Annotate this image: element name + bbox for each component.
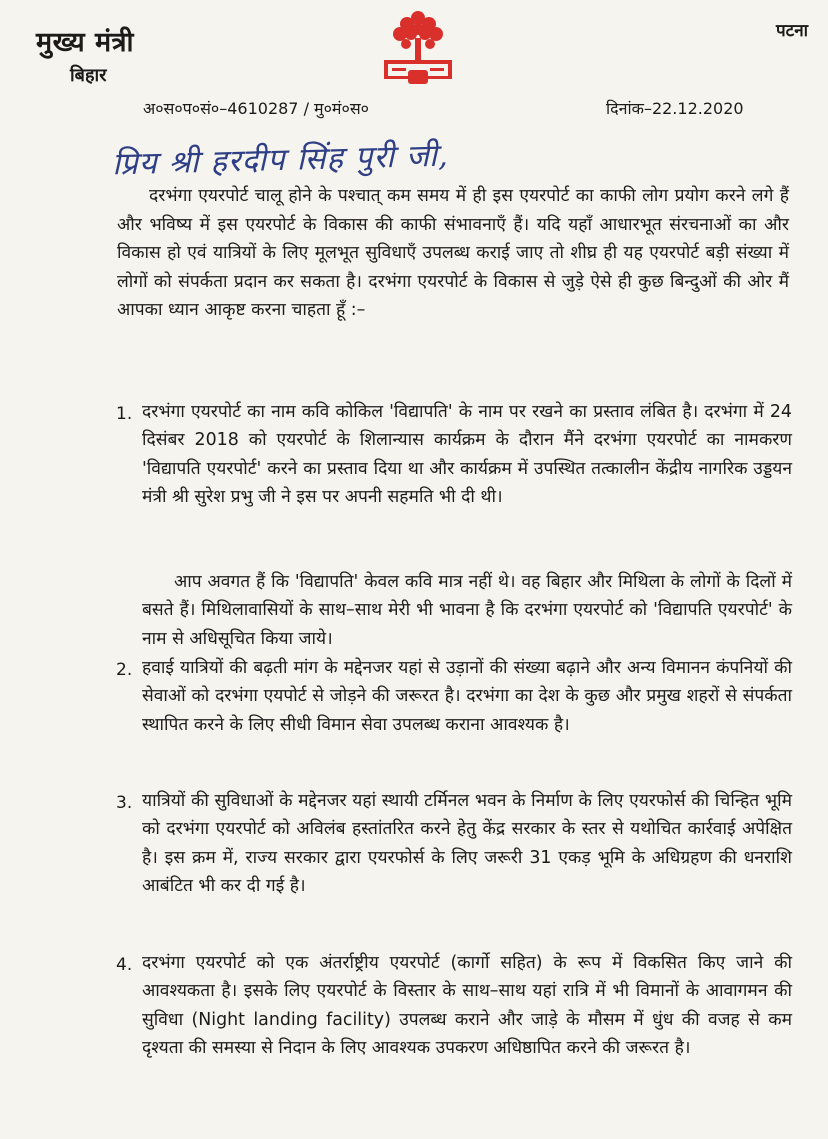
letterhead-city: पटना	[776, 21, 809, 41]
item-number: 1.	[116, 404, 133, 424]
item-number: 2.	[116, 660, 133, 680]
item-text: दरभंगा एयरपोर्ट को एक अंतर्राष्ट्रीय एयरपोर्ट (कार्गो सहित) के रूप में विकसित किए जाने की आवश्यकता है। इसके लिए एयरपोर्ट के विस्तार के साथ–साथ यहां रात्रि में भी विमानों के आवागमन की सुविधा (Night landing facility) उपलब्ध कराने और जाड़े के मौसम में धुंध की वजह से कम दृश्यता की समस्या से निदान के लिए आवश्यक उपकरण अधिष्ठापित करने की जरूरत है।	[142, 953, 792, 1058]
item-continuation: आप अवगत हैं कि 'विद्यापति' केवल कवि मात्र नहीं थे। वह बिहार और मिथिला के लोगों के दिलों में बसते हैं। मिथिलावासियों के साथ–साथ मेरी भी भावना है कि दरभंगा एयरपोर्ट को 'विद्यापति एयरपोर्ट' के नाम से अधिसूचित किया जाये।	[142, 572, 792, 649]
intro-paragraph: दरभंगा एयरपोर्ट चालू होने के पश्चात् कम समय में ही इस एयरपोर्ट का काफी लोग प्रयोग करने लगे हैं और भविष्य में इस एयरपोर्ट के विकास की काफी संभावनाएँ हैं। यदि यहाँ आधारभूत संरचनाओं का और विकास हो एवं यात्रियों के लिए मूलभूत सुविधाएँ उपलब्ध कराई जाए तो शीघ्र ही यह एयरपोर्ट बड़ी संख्या में लोगों को संपर्कता प्रदान कर सकता है। दरभंगा एयरपोर्ट के विकास से जुड़े ऐसे ही कुछ बिन्दुओं की ओर मैं आपका ध्यान आकृष्ट करना चाहता हूँ :–	[117, 186, 789, 321]
letterhead-title: मुख्य मंत्री	[36, 27, 135, 58]
bihar-emblem-icon	[378, 8, 458, 90]
item-text: दरभंगा एयरपोर्ट का नाम कवि कोकिल 'विद्यापति' के नाम पर रखने का प्रस्ताव लंबित है। दरभंगा में 24 दिसंबर 2018 को एयरपोर्ट के शिलान्यास कार्यक्रम के दौरान मैंने दरभंगा एयरपोर्ट का नामकरण 'विद्यापति एयरपोर्ट' करने का प्रस्ताव दिया था और कार्यक्रम में उपस्थित तत्कालीन केंद्रीय नागरिक उड्डयन मंत्री श्री सुरेश प्रभु जी ने इस पर अपनी सहमति भी दी थी।	[142, 402, 792, 507]
item-number: 3.	[116, 793, 133, 813]
letter-date: दिनांक–22.12.2020	[606, 99, 744, 118]
item-text: यात्रियों की सुविधाओं के मद्देनजर यहां स्थायी टर्मिनल भवन के निर्माण के लिए एयरफोर्स की चिन्हित भूमि को दरभंगा एयरपोर्ट को अविलंब हस्तांतरित करने हेतु केंद्र सरकार के स्तर से यथोचित कार्रवाई अपेक्षित है। इस क्रम में, राज्य सरकार द्वारा एयरफोर्स के लिए जरूरी 31 एकड़ भूमि के अधिग्रहण की धनराशि आबंटित भी कर दी गई है।	[142, 791, 792, 896]
item-number: 4.	[116, 955, 133, 975]
handwritten-salutation: प्रिय श्री हरदीप सिंह पुरी जी,	[111, 137, 450, 183]
item-text: हवाई यात्रियों की बढ़ती मांग के मद्देनजर यहां से उड़ानों की संख्या बढ़ाने और अन्य विमानन कंपनियों की सेवाओं को दरभंगा एयपोर्ट से जोड़ने की जरूरत है। दरभंगा का देश के कुछ और प्रमुख शहरों से संपर्कता स्थापित करने के लिए सीधी विमान सेवा उपलब्ध कराना आवश्यक है।	[142, 658, 792, 735]
letterhead-state: बिहार	[70, 65, 107, 86]
reference-number: अ०स०प०सं०–4610287 / मु०मं०स०	[143, 99, 369, 118]
